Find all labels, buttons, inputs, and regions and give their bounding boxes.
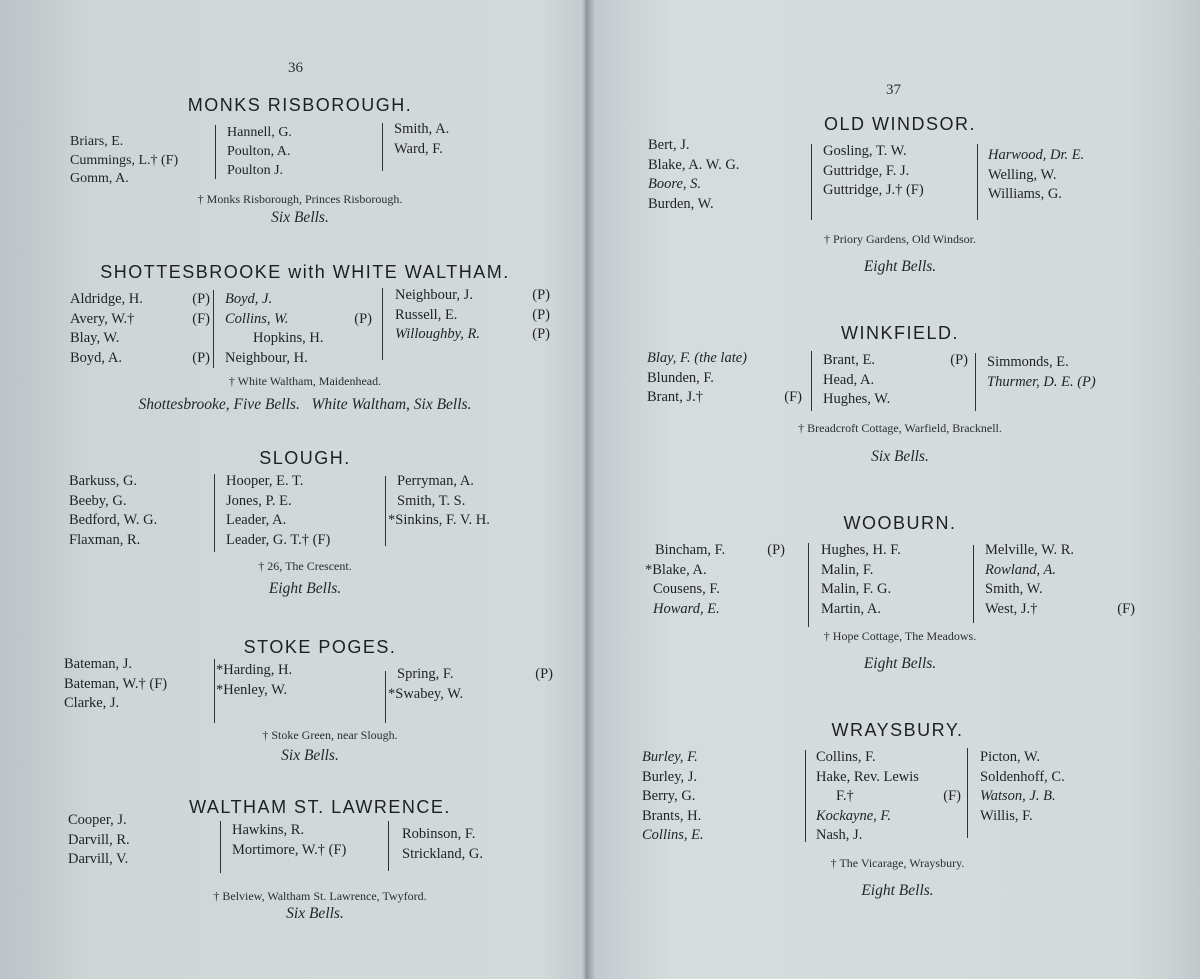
ringer-name: Brant, E. [823, 352, 875, 368]
section-title: STOKE POGES. [243, 637, 397, 657]
ringer-name: Brants, H. [642, 807, 702, 824]
bells-count: Eight Bells. [268, 580, 342, 597]
ringer-name: Russell, E. [395, 306, 458, 323]
ringer-name: Blay, F. (the late) [647, 350, 747, 366]
column-divider [811, 144, 812, 220]
column-3 [987, 353, 1096, 392]
ringer-name: Malin, F. [821, 561, 874, 578]
ringer-name: Harwood, Dr. E. [988, 147, 1085, 163]
ringer-name: Thurmer, D. E. (P) [987, 373, 1096, 390]
column-3 [402, 825, 483, 864]
ringer-name: Robinson, F. [402, 826, 476, 842]
ringer-mark: (F) [1117, 600, 1135, 617]
column-1 [647, 349, 802, 408]
column-2 [227, 123, 292, 180]
ringer-name: Hawkins, R. [232, 822, 305, 838]
ringer-name: Berry, G. [642, 788, 696, 804]
column-3 [985, 541, 1135, 619]
column-1 [648, 136, 739, 214]
ringer-mark: (F) [943, 788, 961, 804]
address-note: † Breadcroft Cottage, Warfield, Bracknell. [798, 421, 1002, 435]
column-3 [388, 665, 553, 704]
ringer-entry [647, 388, 802, 408]
ringer-name: Nash, J. [816, 827, 863, 843]
ringer-name: Picton, W. [980, 749, 1041, 765]
ringer-mark: (P) [532, 287, 550, 303]
ringer-name: *Blake, A. [645, 561, 707, 578]
ringer-mark: (P) [532, 306, 550, 323]
ringer-entry [823, 390, 968, 410]
column-divider [382, 123, 383, 171]
ringer-name: Hake, Rev. Lewis [816, 768, 919, 785]
column-3 [395, 286, 550, 345]
ringer-name: Gosling, T. W. [823, 143, 907, 159]
ringer-mark: (F) [192, 310, 210, 327]
ringer-name: Collins, F. [816, 749, 876, 765]
ringer-mark: (P) [535, 666, 553, 682]
column-divider [215, 125, 216, 179]
bells-count: Six Bells. [286, 905, 344, 922]
ringer-name: Guttridge, F. J. [823, 162, 910, 179]
ringer-name: Smith, A. [394, 121, 450, 137]
ringer-name: Howard, E. [653, 600, 720, 617]
column-divider [805, 750, 806, 842]
ringer-entry [395, 325, 550, 345]
column-divider [214, 474, 215, 552]
ringer-entry [388, 665, 553, 685]
ringer-entry [985, 580, 1135, 600]
ringer-entry [70, 310, 210, 330]
column-1 [642, 748, 704, 846]
ringer-name: Collins, W. [225, 310, 289, 327]
section-title: SHOTTESBROOKE with WHITE WALTHAM. [100, 262, 510, 282]
bells-count: Six Bells. [271, 209, 329, 226]
column-1 [70, 133, 178, 189]
column-1 [70, 290, 210, 368]
column-3 [988, 146, 1084, 205]
ringer-name: Welling, W. [988, 166, 1057, 183]
ringer-name: Perryman, A. [397, 473, 474, 489]
bells-count: Six Bells. [281, 747, 339, 764]
ringer-entry [985, 541, 1135, 561]
ringer-name: Hooper, E. T. [226, 473, 304, 489]
ringer-entry [816, 807, 961, 827]
ringer-entry [823, 371, 968, 391]
section-title: WOOBURN. [843, 513, 957, 533]
ringer-name: Cousens, F. [653, 581, 720, 597]
ringer-name: Ward, F. [394, 140, 443, 157]
ringer-entry [225, 310, 372, 330]
ringer-name: Jones, P. E. [226, 492, 292, 509]
column-2 [816, 748, 961, 846]
ringer-name: Darvill, V. [68, 851, 129, 867]
ringer-name: Malin, F. G. [821, 581, 892, 597]
ringer-name: Blunden, F. [647, 369, 714, 386]
column-divider [975, 353, 976, 411]
left-page [0, 0, 585, 979]
ringer-name: Willoughby, R. [395, 326, 480, 342]
ringer-name: Cummings, L.† (F) [70, 152, 179, 168]
ringer-name: Smith, W. [985, 581, 1043, 597]
section-title: WRAYSBURY. [831, 720, 964, 740]
address-note: † Priory Gardens, Old Windsor. [824, 232, 976, 246]
ringer-name: Cooper, J. [68, 812, 127, 828]
ringer-name: F.† [836, 788, 854, 804]
ringer-entry [395, 286, 550, 306]
column-divider [385, 476, 386, 546]
address-note: † White Waltham, Maidenhead. [228, 374, 382, 388]
ringer-name: Smith, T. S. [397, 492, 466, 509]
ringer-name: Boyd, A. [70, 349, 122, 366]
ringer-entry [816, 787, 961, 807]
section-title: SLOUGH. [259, 448, 351, 468]
ringer-name: Bert, J. [648, 137, 690, 153]
ringer-entry [225, 349, 372, 369]
column-divider [388, 821, 389, 871]
column-1 [645, 541, 785, 619]
ringer-name: Hopkins, H. [253, 330, 324, 346]
ringer-name: Bateman, W.† (F) [64, 675, 168, 692]
ringer-name: Hughes, W. [823, 391, 891, 407]
ringer-name: Neighbour, H. [225, 349, 308, 366]
column-divider [973, 545, 974, 623]
bells-count: Six Bells. [871, 448, 929, 465]
ringer-mark: (P) [532, 326, 550, 342]
column-2 [821, 541, 901, 619]
ringer-name: Williams, G. [988, 186, 1062, 202]
ringer-entry [645, 541, 785, 561]
column-divider [977, 144, 978, 220]
bells-count: Eight Bells. [863, 655, 937, 672]
section-title: WINKFIELD. [840, 323, 959, 343]
column-divider [808, 543, 809, 627]
ringer-name: *Harding, H. [216, 662, 293, 678]
ringer-entry [70, 290, 210, 310]
ringer-name: Boore, S. [648, 176, 702, 192]
ringer-name: Briars, E. [70, 134, 124, 149]
ringer-mark: (F) [784, 389, 802, 405]
ringer-name: Kockayne, F. [816, 807, 892, 824]
column-3 [980, 748, 1065, 826]
ringer-entry [70, 329, 210, 349]
ringer-name: Hannell, G. [227, 125, 292, 140]
column-1 [64, 655, 167, 714]
column-2 [232, 821, 346, 860]
section-title: OLD WINDSOR. [823, 114, 976, 134]
section-waltham-st-lawrence [60, 797, 560, 932]
ringer-entry [395, 306, 550, 326]
ringer-name: Neighbour, J. [395, 287, 473, 303]
ringer-entry [823, 351, 968, 371]
ringer-name: Bedford, W. G. [69, 512, 158, 528]
ringer-entry [388, 685, 553, 705]
ringer-name: Bincham, F. [655, 542, 726, 558]
section-stoke-poges [60, 637, 560, 772]
ringer-name: Clarke, J. [64, 695, 120, 711]
ringer-name: Melville, W. R. [985, 542, 1075, 558]
ringer-mark: (P) [767, 542, 785, 558]
ringer-name: West, J.† [985, 600, 1038, 617]
ringer-entry [645, 600, 785, 620]
section-wraysbury [640, 720, 1155, 905]
ringer-name: Burley, J. [642, 768, 698, 785]
ringer-name: Guttridge, J.† (F) [823, 182, 924, 198]
ringer-entry [816, 748, 961, 768]
column-divider [213, 290, 214, 368]
ringer-name: Strickland, G. [402, 845, 483, 862]
ringer-name: *Henley, W. [216, 681, 288, 698]
section-old-windsor [645, 114, 1155, 284]
section-wooburn [645, 513, 1155, 678]
column-2 [823, 142, 924, 201]
section-winkfield [645, 323, 1155, 473]
ringer-name: Avery, W.† [70, 310, 135, 327]
ringer-mark: (P) [354, 310, 372, 327]
address-note: † Belview, Waltham St. Lawrence, Twyford. [213, 889, 427, 903]
ringer-entry [647, 349, 802, 369]
bells-count: Shottesbrooke, Five Bells. White Waltham, Six Bells. [138, 396, 472, 413]
section-slough [60, 448, 550, 603]
ringer-entry [816, 768, 961, 788]
column-divider [967, 748, 968, 838]
bells-count: Eight Bells. [861, 882, 934, 899]
bells-count: Eight Bells. [863, 258, 937, 275]
ringer-name: Spring, F. [397, 666, 454, 682]
ringer-mark: (P) [950, 352, 968, 368]
ringer-entry [647, 369, 802, 389]
ringer-entry [985, 561, 1135, 581]
ringer-entry [985, 600, 1135, 620]
ringer-name: Boyd, J. [225, 291, 273, 307]
ringer-name: Watson, J. B. [980, 788, 1056, 804]
column-divider [385, 671, 386, 723]
address-note: † Monks Risborough, Princes Risborough. [197, 192, 403, 206]
ringer-name: Mortimore, W.† (F) [232, 841, 347, 858]
ringer-name: Leader, A. [226, 512, 287, 528]
ringer-name: Soldenhoff, C. [980, 768, 1065, 785]
ringer-name: Hughes, H. F. [821, 542, 901, 558]
address-note: † The Vicarage, Wraysbury. [830, 856, 965, 870]
ringer-name: Poulton, A. [227, 144, 291, 159]
column-3 [394, 120, 449, 159]
ringer-name: Barkuss, G. [69, 473, 138, 489]
ringer-name: Gomm, A. [70, 171, 129, 186]
ringer-name: Flaxman, R. [69, 531, 141, 548]
ringer-name: Head, A. [823, 371, 875, 388]
ringer-name: Burley, F. [642, 749, 698, 765]
page-number: 37 [886, 82, 901, 98]
column-2 [823, 351, 968, 410]
ringer-name: Beeby, G. [69, 492, 127, 509]
page-number: 36 [288, 60, 303, 76]
column-2 [225, 290, 372, 368]
ringer-mark: (P) [192, 291, 210, 307]
section-monks-risborough [60, 95, 540, 230]
right-page [590, 0, 1200, 979]
ringer-name: Leader, G. T.† (F) [226, 531, 331, 548]
ringer-entry [225, 290, 372, 310]
ringer-entry [645, 580, 785, 600]
ringer-name: Bateman, J. [64, 656, 133, 672]
ringer-name: Willis, F. [980, 807, 1033, 824]
ringer-entry [70, 349, 210, 369]
ringer-entry [816, 826, 961, 846]
column-divider [214, 659, 215, 723]
ringer-name: Brant, J.† [647, 389, 703, 405]
ringer-name: *Swabey, W. [388, 685, 464, 702]
column-divider [382, 288, 383, 360]
ringer-name: Blay, W. [70, 330, 120, 346]
column-1 [69, 472, 157, 550]
ringer-entry [225, 329, 372, 349]
column-divider [220, 821, 221, 873]
column-2 [226, 472, 330, 550]
column-2 [216, 661, 292, 700]
ringer-name: Simmonds, E. [987, 354, 1069, 370]
ringer-name: Aldridge, H. [70, 291, 143, 307]
ringer-name: Poulton J. [227, 163, 284, 178]
section-title: MONKS RISBOROUGH. [187, 95, 413, 115]
ringer-name: Collins, E. [642, 827, 704, 843]
ringer-entry [645, 561, 785, 581]
ringer-name: Burden, W. [648, 195, 714, 212]
column-1 [68, 811, 130, 870]
ringer-name: Darvill, R. [68, 831, 130, 848]
ringer-mark: (P) [192, 349, 210, 366]
column-3 [388, 472, 490, 531]
column-divider [811, 351, 812, 411]
ringer-name: Blake, A. W. G. [648, 156, 740, 173]
section-title: WALTHAM ST. LAWRENCE. [189, 797, 451, 817]
ringer-name: *Sinkins, F. V. H. [388, 512, 490, 528]
ringer-name: Rowland, A. [985, 561, 1057, 578]
address-note: † 26, The Crescent. [258, 559, 352, 573]
address-note: † Stoke Green, near Slough. [262, 728, 398, 742]
section-shottesbrooke [60, 262, 550, 422]
address-note: † Hope Cottage, The Meadows. [823, 629, 977, 643]
ringer-name: Martin, A. [821, 600, 882, 617]
